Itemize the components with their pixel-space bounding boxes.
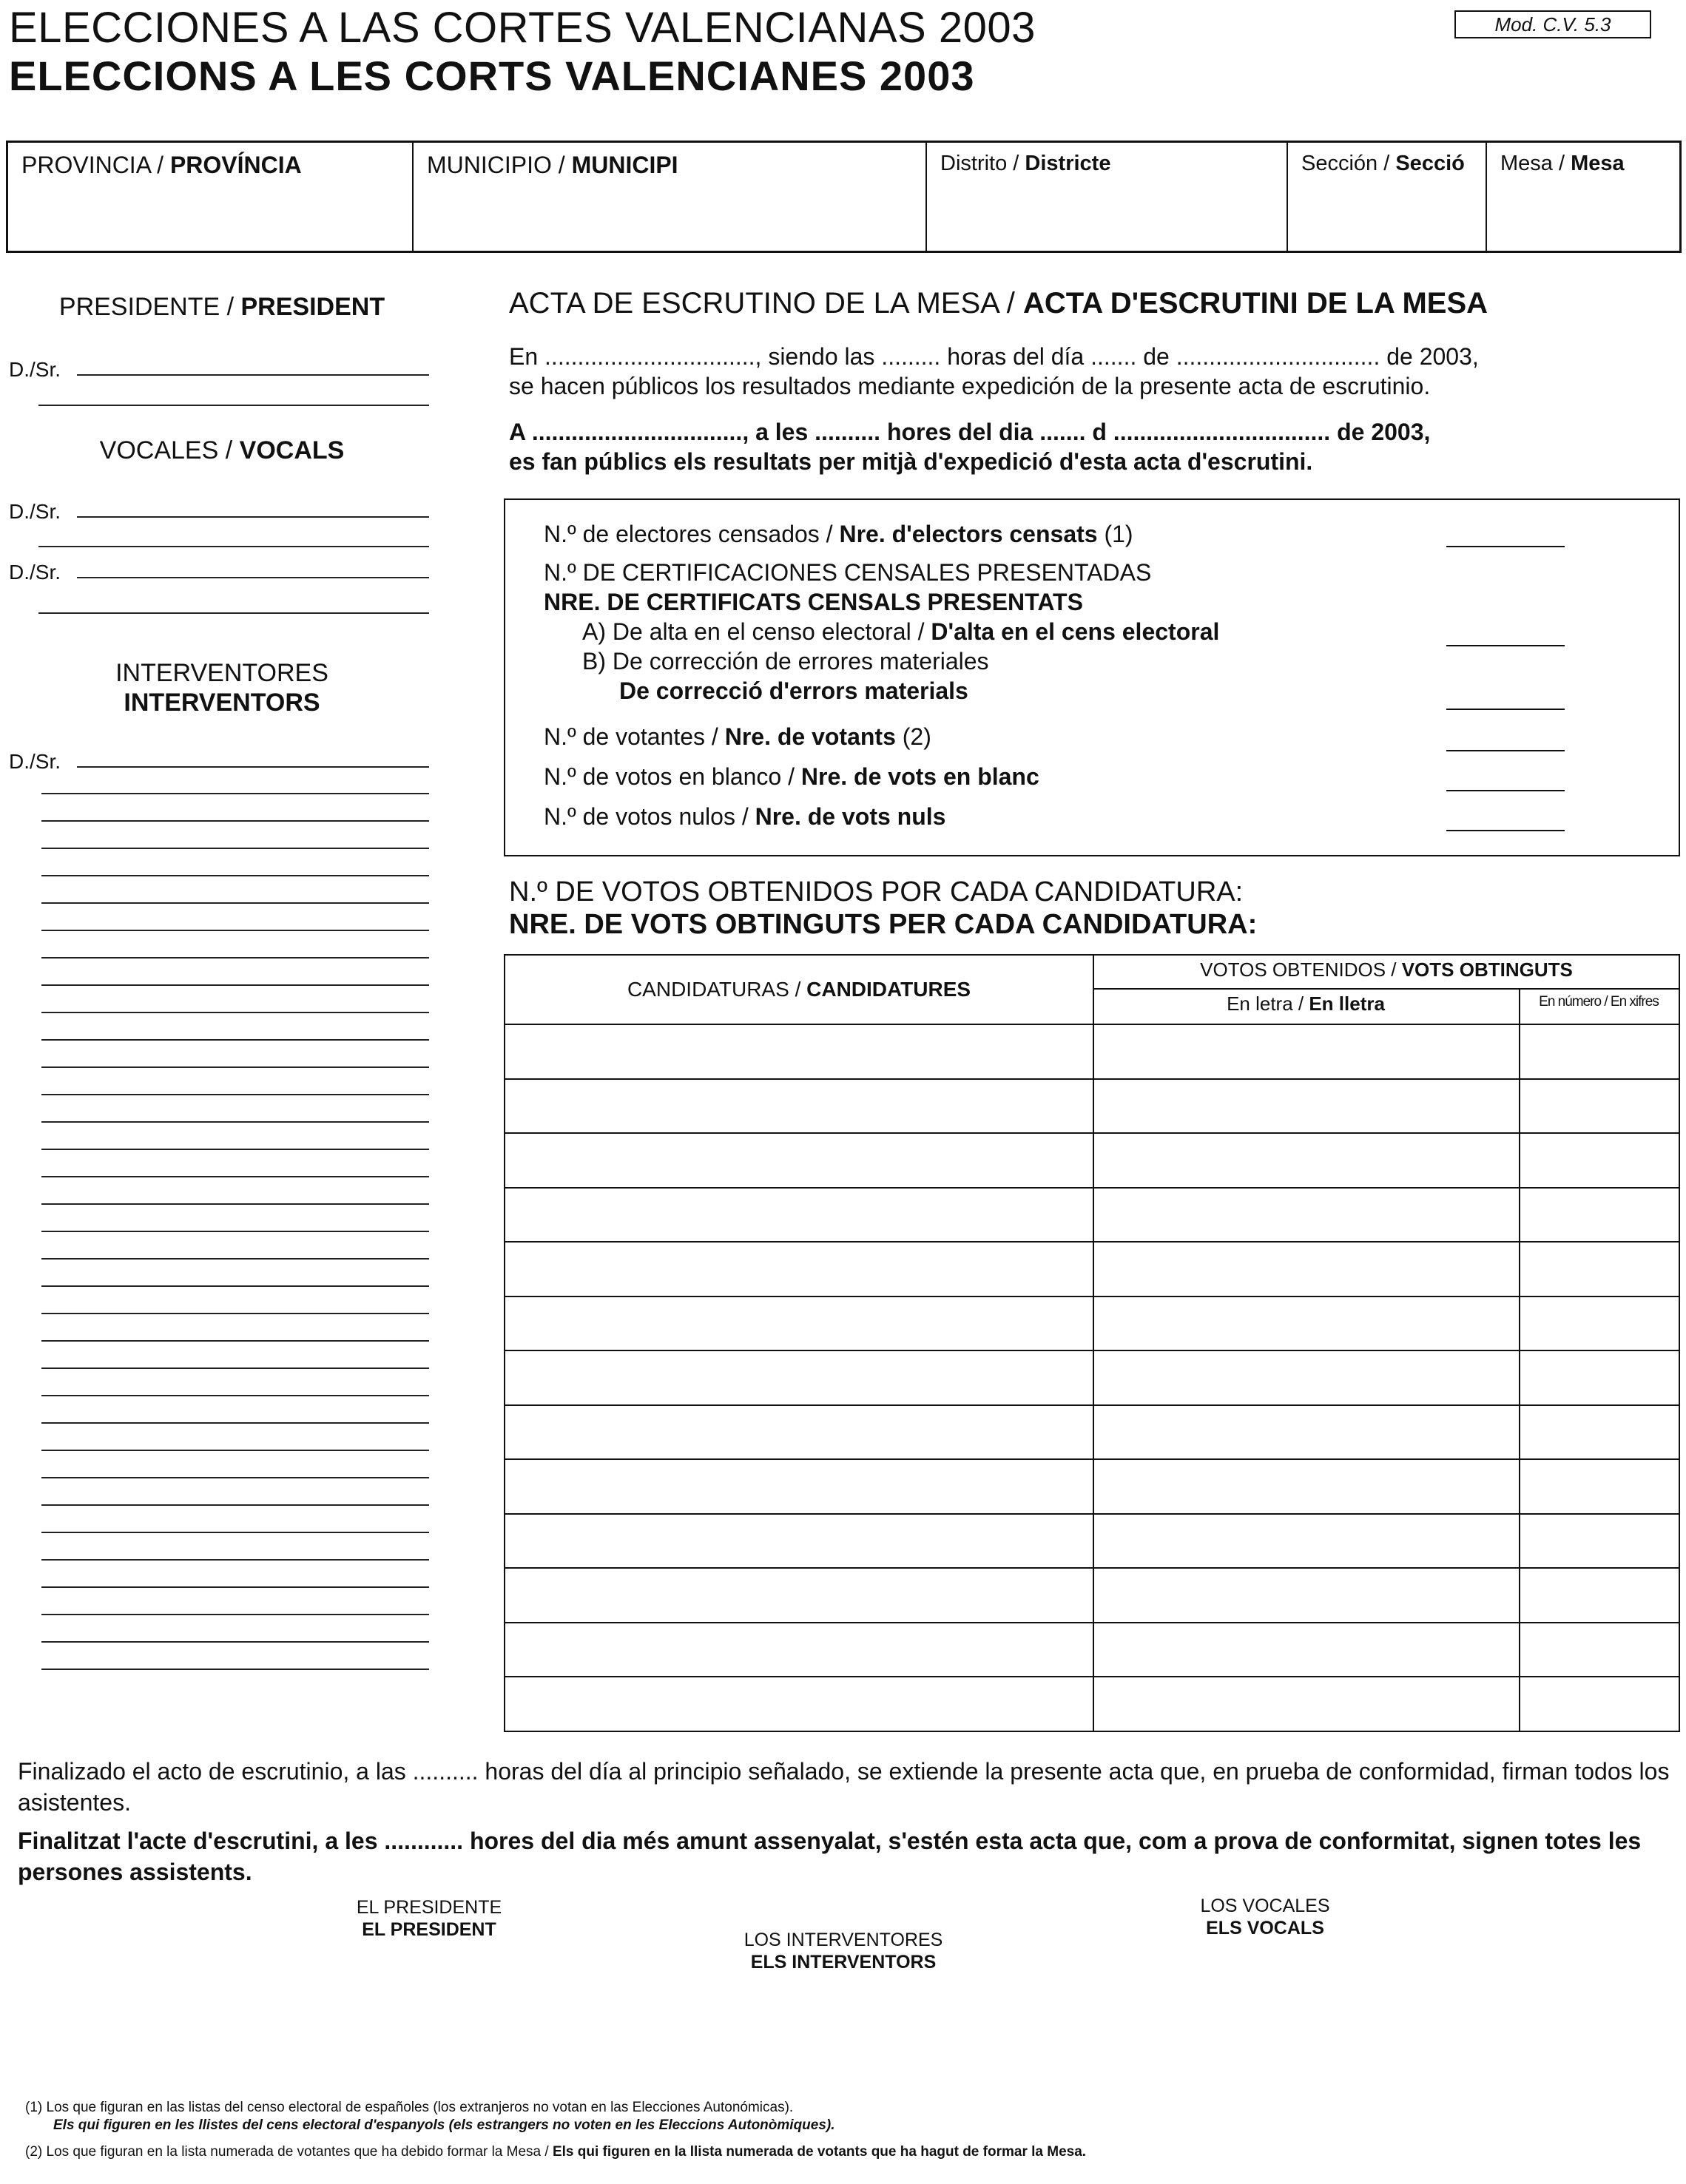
vocales-heading — [30, 436, 414, 465]
acta-title-es: ACTA DE ESCRUTINO DE LA MESA / — [509, 287, 1023, 320]
table-row[interactable] — [505, 1569, 1679, 1622]
footnote-2: (2) Los que figuran en la lista numerada de votantes que ha debido formar la Mesa / Els qui figuren en la llista numerada de votants que ha hagut de formar la Mesa. — [25, 2144, 1087, 2160]
presidente-label-va: PRESIDENT — [240, 293, 385, 321]
provincia-label: PROVINCIA / — [21, 152, 170, 178]
table-row[interactable] — [505, 1677, 1679, 1731]
interventor-line[interactable] — [41, 1340, 429, 1342]
interventor-line[interactable] — [41, 1614, 429, 1615]
footnote-1-va: Els qui figuren en les llistes del cens electoral d'espanyols (els estrangers no voten en les Eleccions Autonòmiques). — [53, 2117, 835, 2133]
municipio-label: MUNICIPIO / — [427, 152, 572, 178]
col-en-numero: En número / En xifres — [1539, 994, 1659, 1010]
interventor-line[interactable] — [41, 1367, 429, 1369]
table-row[interactable] — [505, 1351, 1679, 1404]
interventor-line[interactable] — [41, 1066, 429, 1068]
acta-va-line-1: A ................................, a les .......... hores del dia ....... d ................................. de 2003, — [509, 419, 1431, 445]
municipio-field[interactable] — [414, 143, 927, 251]
electores-blank[interactable] — [1446, 546, 1565, 547]
interventor-line[interactable] — [41, 875, 429, 876]
blanco-blank[interactable] — [1446, 790, 1565, 791]
correccion-blank[interactable] — [1446, 709, 1565, 710]
vocales-label-va: VOCALS — [239, 436, 345, 464]
acta-title — [509, 287, 1488, 320]
interventor-line[interactable] — [41, 793, 429, 794]
title-spanish: ELECCIONES A LAS CORTES VALENCIANAS 2003 — [9, 4, 1036, 52]
footnote-1-es: (1) Los que figuran en las listas del censo electoral de españoles (los extranjeros no votan en las Elecciones Autonómicas). — [25, 2100, 794, 2115]
acta-es-line-2: se hacen públicos los resultados mediante expedición de la presente acta de escrutinio. — [509, 373, 1431, 399]
correccion-label: B) De corrección de errores materiales — [582, 648, 989, 675]
acta-va-line-2: es fan públics els resultats per mitjà d'expedició d'esta acta d'escrutini. — [509, 448, 1313, 475]
acta-es-line-1: En ................................, siendo las ......... horas del día ....... de ............................... de 2003, — [509, 343, 1479, 370]
interventor-line[interactable] — [41, 902, 429, 904]
interventor-line[interactable] — [41, 1285, 429, 1287]
seccion-label-va: Secció — [1395, 152, 1465, 175]
presidente-label: PRESIDENTE / — [58, 293, 241, 321]
presidente-line-2[interactable] — [38, 405, 429, 406]
candidatures-table — [504, 954, 1680, 1732]
interventor-line[interactable] — [41, 1313, 429, 1314]
interventor-line[interactable] — [41, 1504, 429, 1506]
title-valencian: ELECCIONS A LES CORTS VALENCIANES 2003 — [9, 53, 975, 99]
interventores-dsr: D./Sr. — [9, 750, 61, 773]
interventor-line[interactable] — [41, 1149, 429, 1150]
municipio-label-va: MUNICIPI — [571, 152, 678, 178]
interventor-line[interactable] — [41, 1094, 429, 1095]
mesa-label-va: Mesa — [1571, 152, 1625, 175]
provincia-label-va: PROVÍNCIA — [169, 152, 302, 178]
interventor-line[interactable] — [41, 1477, 429, 1478]
mesa-field[interactable] — [1487, 143, 1679, 251]
nulos-blank[interactable] — [1446, 830, 1565, 831]
acta-title-va: ACTA D'ESCRUTINI DE LA MESA — [1022, 287, 1488, 320]
counts-box — [504, 498, 1680, 856]
signature-vocales: LOS VOCALES ELS VOCALS — [1200, 1896, 1330, 1938]
vocal-1-line-2[interactable] — [38, 546, 429, 547]
interventor-line[interactable] — [41, 957, 429, 959]
votos-title-es: N.º DE VOTOS OBTENIDOS POR CADA CANDIDATURA: — [509, 876, 1244, 907]
table-row[interactable] — [505, 1406, 1679, 1459]
certificats-label: NRE. DE CERTIFICATS CENSALS PRESENTATS — [544, 589, 1083, 615]
presidente-heading — [30, 293, 414, 322]
col-en-letra: En letra / En lletra — [1227, 993, 1385, 1015]
interventor-line[interactable] — [41, 848, 429, 849]
certificaciones-label: N.º DE CERTIFICACIONES CENSALES PRESENTADAS — [544, 559, 1152, 586]
interventores-label-va: INTERVENTORS — [124, 689, 320, 717]
interventor-line[interactable] — [41, 1121, 429, 1123]
table-row[interactable] — [505, 1243, 1679, 1296]
nulos-label: N.º de votos nulos / Nre. de vots nuls — [544, 803, 946, 830]
closing-va: Finalitzat l'acte d'escrutini, a les ............ hores del dia més amunt assenyalat, s'estén esta acta que, com a prova de conformitat, signen totes les persones assistents. — [18, 1828, 1642, 1885]
presidente-line-1[interactable] — [77, 374, 429, 376]
table-row[interactable] — [505, 1025, 1679, 1078]
col-candidaturas: CANDIDATURAS / CANDIDATURES — [627, 978, 971, 1001]
interventor-line[interactable] — [77, 766, 429, 768]
votos-title — [509, 876, 1257, 941]
alta-censo-blank[interactable] — [1446, 645, 1565, 646]
blanco-label: N.º de votos en blanco / Nre. de vots en blanc — [544, 763, 1039, 790]
seccion-label: Sección / — [1301, 152, 1396, 175]
model-code-box: Mod. C.V. 5.3 — [1454, 10, 1651, 38]
table-row[interactable] — [505, 1189, 1679, 1242]
location-table — [6, 141, 1682, 253]
interventores-label: INTERVENTORES — [115, 659, 328, 687]
interventor-line[interactable] — [41, 1559, 429, 1561]
vocal-1-line-1[interactable] — [77, 516, 429, 518]
table-row[interactable] — [505, 1297, 1679, 1350]
correccio-label: De correcció d'errors materials — [619, 677, 968, 704]
interventor-line[interactable] — [41, 1395, 429, 1396]
interventor-line[interactable] — [41, 1532, 429, 1533]
interventor-line[interactable] — [41, 1450, 429, 1451]
votos-title-va: NRE. DE VOTS OBTINGUTS PER CADA CANDIDATURA: — [509, 909, 1258, 940]
seccion-field[interactable] — [1288, 143, 1487, 251]
table-row[interactable] — [505, 1134, 1679, 1187]
mesa-label: Mesa / — [1500, 152, 1571, 175]
interventor-line[interactable] — [41, 1231, 429, 1232]
interventores-heading — [30, 658, 414, 717]
vocal-2-dsr: D./Sr. — [9, 561, 61, 584]
table-row[interactable] — [505, 1623, 1679, 1677]
distrito-field[interactable] — [927, 143, 1288, 251]
distrito-label: Distrito / — [940, 152, 1025, 175]
interventor-line[interactable] — [41, 1039, 429, 1041]
votantes-blank[interactable] — [1446, 750, 1565, 751]
vocal-2-line-1[interactable] — [77, 577, 429, 578]
interventor-line[interactable] — [41, 984, 429, 986]
col-votos-obtenidos: VOTOS OBTENIDOS / VOTS OBTINGUTS — [1200, 959, 1573, 981]
vocal-1-dsr: D./Sr. — [9, 500, 61, 523]
interventor-line[interactable] — [41, 1203, 429, 1205]
closing-es: Finalizado el acto de escrutinio, a las .......... horas del día al principio señalado, se extiende la presente acta que, en prueba de conformidad, firman todos los asistentes. — [18, 1758, 1670, 1816]
presidente-dsr: D./Sr. — [9, 358, 61, 381]
distrito-label-va: Districte — [1025, 152, 1111, 175]
interventor-line[interactable] — [41, 1641, 429, 1643]
vocal-2-line-2[interactable] — [38, 612, 429, 614]
interventor-line[interactable] — [41, 820, 429, 822]
signature-presidente: EL PRESIDENTE EL PRESIDENT — [356, 1897, 502, 1940]
interventor-line[interactable] — [41, 1586, 429, 1588]
table-row[interactable] — [505, 1460, 1679, 1513]
grid-subheader-line — [1093, 988, 1679, 990]
provincia-field[interactable] — [8, 143, 414, 251]
interventor-line[interactable] — [41, 1176, 429, 1177]
interventor-line[interactable] — [41, 1258, 429, 1260]
votantes-label: N.º de votantes / Nre. de votants (2) — [544, 723, 931, 750]
interventor-line[interactable] — [41, 1012, 429, 1013]
interventor-line[interactable] — [41, 1422, 429, 1424]
interventor-line[interactable] — [41, 930, 429, 931]
interventor-line[interactable] — [41, 1669, 429, 1670]
signature-interventores: LOS INTERVENTORES ELS INTERVENTORS — [743, 1930, 943, 1972]
alta-censo-label: A) De alta en el censo electoral / D'alta en el cens electoral — [582, 618, 1220, 645]
vocales-label: VOCALES / — [99, 436, 240, 464]
table-row[interactable] — [505, 1515, 1679, 1568]
table-row[interactable] — [505, 1080, 1679, 1133]
electores-label: N.º de electores censados / Nre. d'electors censats (1) — [544, 521, 1133, 547]
